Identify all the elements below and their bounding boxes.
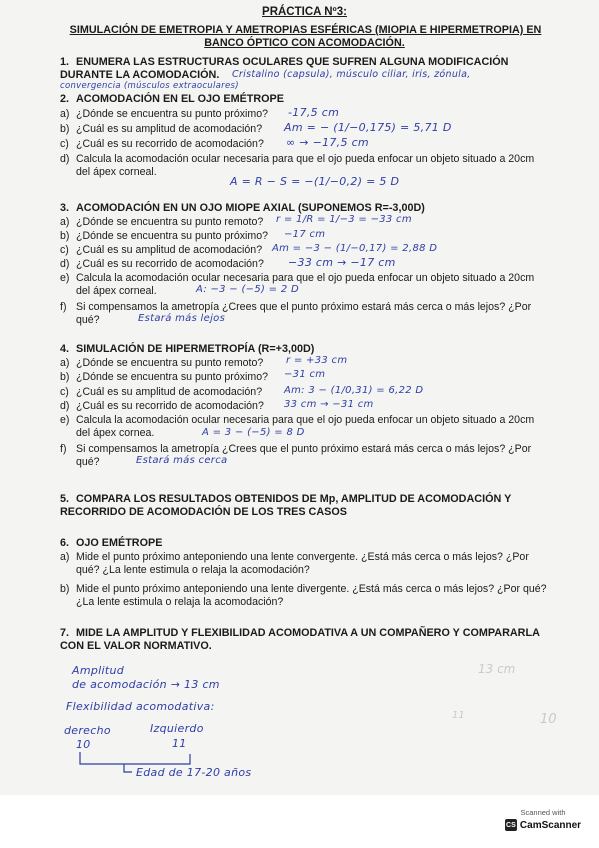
question-text: ¿Cuál es su amplitud de acomodación? bbox=[76, 244, 263, 256]
section-number: 1. bbox=[60, 56, 70, 68]
handwritten-answer: 33 cm → −31 cm bbox=[284, 399, 374, 410]
question-item bbox=[60, 583, 549, 608]
camscanner-brand-name: CamScanner bbox=[519, 819, 582, 831]
section-6-heading bbox=[60, 537, 549, 550]
question-text: ¿Dónde se encuentra su punto próximo? bbox=[76, 108, 268, 120]
handwritten-answer: Am = − (1/−0,175) = 5,71 D bbox=[284, 121, 452, 134]
section-title: ACOMODACIÓN EN EL OJO EMÉTROPE bbox=[76, 93, 284, 105]
section-number: 4. bbox=[60, 343, 70, 355]
question-text: ¿Dónde se encuentra su punto próximo? bbox=[76, 371, 268, 383]
section-2-heading bbox=[60, 93, 549, 106]
item-label: b) bbox=[60, 230, 70, 242]
question-item bbox=[60, 272, 549, 297]
item-label: c) bbox=[60, 138, 69, 150]
item-label: b) bbox=[60, 123, 70, 135]
section-title: SIMULACIÓN DE HIPERMETROPÍA (R=+3,00D) bbox=[76, 343, 315, 355]
section-title: COMPARA LOS RESULTADOS OBTENIDOS DE Mp, AMPLITUD DE ACOMODACIÓN Y RECORRIDO DE ACOMODACIÓN DE LOS TRES CASOS bbox=[60, 493, 512, 518]
handwritten-answer: Am = −3 − (1/−0,17) = 2,88 D bbox=[272, 243, 438, 254]
item-label: c) bbox=[60, 386, 69, 398]
handwritten-answer: −17 cm bbox=[284, 229, 326, 240]
handwritten-answer: convergencia (músculos extraoculares) bbox=[60, 81, 239, 91]
section-5-heading bbox=[60, 493, 549, 519]
faint-bleed-text: 11 bbox=[452, 710, 465, 721]
item-label: a) bbox=[60, 216, 70, 228]
handwritten-answer: Estará más lejos bbox=[138, 313, 226, 324]
question-text: ¿Cuál es su amplitud de acomodación? bbox=[76, 386, 263, 398]
handwritten-answer: A = 3 − (−5) = 8 D bbox=[202, 427, 305, 438]
camscanner-watermark bbox=[501, 808, 585, 842]
handwritten-answer: Edad de 17-20 años bbox=[136, 766, 252, 779]
item-label: d) bbox=[60, 258, 70, 270]
question-text: Mide el punto próximo anteponiendo una lente convergente. ¿Está más cerca o más lejos? ¿Por qué? ¿La lente estimula o relaja la acomodación? bbox=[76, 551, 529, 576]
item-label: e) bbox=[60, 414, 70, 426]
handwritten-answer: r = 1/R = 1/−3 = −33 cm bbox=[276, 214, 412, 225]
faint-bleed-text: 10 bbox=[540, 712, 557, 727]
question-text: Si compensamos la ametropía ¿Crees que el punto próximo estará más cerca o más lejos? ¿Por qué? bbox=[76, 443, 532, 468]
section-title: OJO EMÉTROPE bbox=[76, 537, 163, 549]
item-label: d) bbox=[60, 153, 70, 165]
section-title: MIDE LA AMPLITUD Y FLEXIBILIDAD ACOMODATIVA A UN COMPAÑERO Y COMPARARLA CON EL VALOR NORMATIVO. bbox=[60, 627, 540, 652]
question-text: ¿Dónde se encuentra su punto remoto? bbox=[76, 216, 264, 228]
handwritten-answer: -17,5 cm bbox=[288, 106, 340, 119]
handwritten-answer: Cristalino (capsula), músculo ciliar, iris, zónula, bbox=[232, 69, 471, 80]
item-label: c) bbox=[60, 244, 69, 256]
section-number: 3. bbox=[60, 202, 70, 214]
item-label: d) bbox=[60, 400, 70, 412]
item-label: e) bbox=[60, 272, 70, 284]
question-text: Si compensamos la ametropía ¿Crees que el punto próximo estará más cerca o más lejos? ¿Por qué? bbox=[76, 301, 532, 326]
handwritten-answer: Flexibilidad acomodativa: bbox=[66, 700, 215, 713]
item-label: a) bbox=[60, 551, 70, 563]
question-text: Calcula la acomodación ocular necesaria para que el ojo pueda enfocar un objeto situado a 20cm del ápex corneal. bbox=[76, 272, 535, 297]
page-title: PRÁCTICA Nº3: bbox=[262, 6, 347, 18]
handwritten-answer: 11 bbox=[172, 737, 187, 750]
question-text: ¿Cuál es su recorrido de acomodación? bbox=[76, 258, 264, 270]
page-subtitle-line2: BANCO ÓPTICO CON ACOMODACIÓN. bbox=[204, 37, 405, 49]
question-text: Calcula la acomodación ocular necesaria para que el ojo pueda enfocar un objeto situado a 20cm del ápex cornea. bbox=[76, 414, 535, 439]
section-number: 5. bbox=[60, 493, 70, 505]
question-text: ¿Cuál es su recorrido de acomodación? bbox=[76, 400, 264, 412]
scanned-with-text: Scanned with bbox=[520, 808, 566, 817]
question-text: ¿Dónde se encuentra su punto remoto? bbox=[76, 357, 264, 369]
camscanner-brand-row bbox=[501, 819, 585, 831]
handwritten-answer: 10 bbox=[76, 738, 91, 751]
section-number: 7. bbox=[60, 627, 70, 639]
item-label: f) bbox=[60, 301, 67, 313]
handwritten-answer: ∞ → −17,5 cm bbox=[286, 136, 369, 149]
camscanner-logo-icon: CS bbox=[505, 819, 517, 831]
section-title: ACOMODACIÓN EN UN OJO MIOPE AXIAL (SUPONEMOS R=-3,00D) bbox=[76, 202, 425, 214]
handwritten-answer: A = R − S = −(1/−0,2) = 5 D bbox=[230, 175, 400, 188]
question-text: ¿Dónde se encuentra su punto próximo? bbox=[76, 230, 268, 242]
handwritten-answer: derecho bbox=[64, 724, 111, 737]
handwritten-answer: Am: 3 − (1/0,31) = 6,22 D bbox=[284, 385, 424, 396]
handwritten-answer: de acomodación → 13 cm bbox=[72, 678, 220, 691]
handwritten-answer: Izquierdo bbox=[150, 722, 204, 735]
question-text: Mide el punto próximo anteponiendo una lente divergente. ¿Está más cerca o más lejos? ¿Por qué? ¿La lente estimula o relaja la acomodación? bbox=[76, 583, 547, 608]
question-item bbox=[60, 301, 549, 326]
item-label: b) bbox=[60, 583, 70, 595]
question-item bbox=[60, 551, 549, 576]
item-label: a) bbox=[60, 357, 70, 369]
item-label: a) bbox=[60, 108, 70, 120]
section-number: 2. bbox=[60, 93, 70, 105]
question-text: ¿Cuál es su recorrido de acomodación? bbox=[76, 138, 264, 150]
handwritten-answer: Amplitud bbox=[72, 664, 125, 677]
question-text: Calcula la acomodación ocular necesaria para que el ojo pueda enfocar un objeto situado a 20cm del ápex corneal. bbox=[76, 153, 535, 178]
handwritten-answer: Estará más cerca bbox=[136, 455, 228, 466]
question-text: ¿Cuál es su amplitud de acomodación? bbox=[76, 123, 263, 135]
section-number: 6. bbox=[60, 537, 70, 549]
handwritten-answer: r = +33 cm bbox=[286, 355, 348, 366]
item-label: f) bbox=[60, 443, 67, 455]
faint-bleed-text: 13 cm bbox=[478, 662, 516, 676]
page-subtitle-line1: SIMULACIÓN DE EMETROPIA Y AMETROPIAS ESFÉRICAS (MIOPIA E HIPERMETROPIA) EN bbox=[69, 24, 542, 36]
section-7-heading bbox=[60, 627, 549, 653]
question-item bbox=[60, 443, 549, 468]
item-label: b) bbox=[60, 371, 70, 383]
handwritten-answer: A: −3 − (−5) = 2 D bbox=[196, 284, 299, 295]
handwritten-answer: −33 cm → −17 cm bbox=[288, 256, 396, 269]
section-title: ENUMERA LAS ESTRUCTURAS OCULARES QUE SUFREN ALGUNA MODIFICACIÓN DURANTE LA ACOMODACIÓN. bbox=[60, 56, 509, 81]
handwritten-answer: −31 cm bbox=[284, 369, 326, 380]
